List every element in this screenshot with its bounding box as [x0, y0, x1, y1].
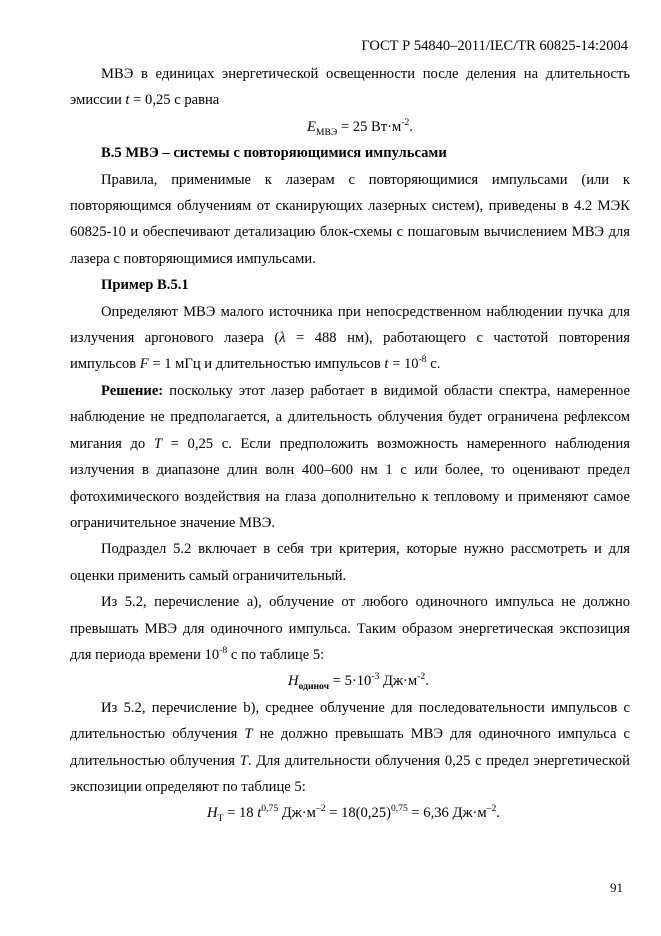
section-heading-b5: В.5 МВЭ – системы с повторяющимися импульсами [101, 145, 447, 162]
page-number: 91 [610, 880, 623, 895]
equation-e-mpe: $E_{МВЭ} = 25$ $Вт\cdot м^{-2}$. [307, 116, 413, 138]
paragraph-average-exposure: Из 5.2, перечисление b), среднее облучение для последовательности импульсов с длительностью облучения T не должно превышать МВЭ для одиночного импульса с длительностью облучения T. Для длительности облучения 0,25 с предел энергетической экспозиции определяют по таблице 5: [70, 699, 630, 795]
paragraph-repetitive-rules: Правила, применимые к лазерам с повторяющимися импульсами (или к повторяющимся облучениям от сканирующих лазерных систем), приведены в 4.2 МЭК 60825-10 и обеспечивают детализацию блок-схемы с пошаговым вычислением МВЭ для лазера с повторяющимися импульсами. [70, 171, 630, 267]
page-body [70, 61, 630, 827]
paragraph-criteria: Подраздел 5.2 включает в себя три критерия, которые нужно рассмотреть и для оценки применить самый ограничительный. [70, 541, 630, 584]
equation-h-single: $H_{одиноч} = 5\cdot 10^{-3}$ $Дж\cdot м^{-2}$. [288, 671, 429, 693]
example-heading: Пример В.5.1 [101, 277, 189, 294]
paragraph-mpe-irradiance: МВЭ в единицах энергетической освещенности после деления на длительность эмиссии t = 0,25 с равна [70, 66, 630, 109]
paragraph-example-conditions: Определяют МВЭ малого источника при непосредственном наблюдении пучка для излучения аргонового лазера (λ = 488 нм), работающего с частотой повторения импульсов F = 1 мГц и длительностью импульсов $t = 10^{-8}$ с. [70, 303, 630, 373]
equation-h-t: $H_T = 18$ $t^{0,75}$ $Дж\cdot м^{-2} = 18(0,25)^{0,75} = 6,36$ $Дж\cdot м^{-2}$. [207, 803, 500, 825]
paragraph-solution: Решение: поскольку этот лазер работает в видимой области спектра, намеренное наблюдение не предполагается, а длительность облучения будет ограничена рефлексом мигания до T = 0,25 с. Если предположить возможность намеренного наблюдения излучения в диапазоне длин волн 400–600 нм 1 с или более, то оценивают предел фотохимического воздействия на глаза дополнительно к тепловому и применяют самое ограничительное значение МВЭ. [70, 382, 630, 531]
document-header: ГОСТ Р 54840–2011/IEC/TR 60825-14:2004 [361, 38, 628, 54]
paragraph-single-pulse: Из 5.2, перечисление a), облучение от любого одиночного импульса не должно превышать МВЭ для одиночного импульса. Таким образом энергетическая экспозиция для периода времени $10^{-8}$ с по таблице 5: [70, 594, 630, 663]
